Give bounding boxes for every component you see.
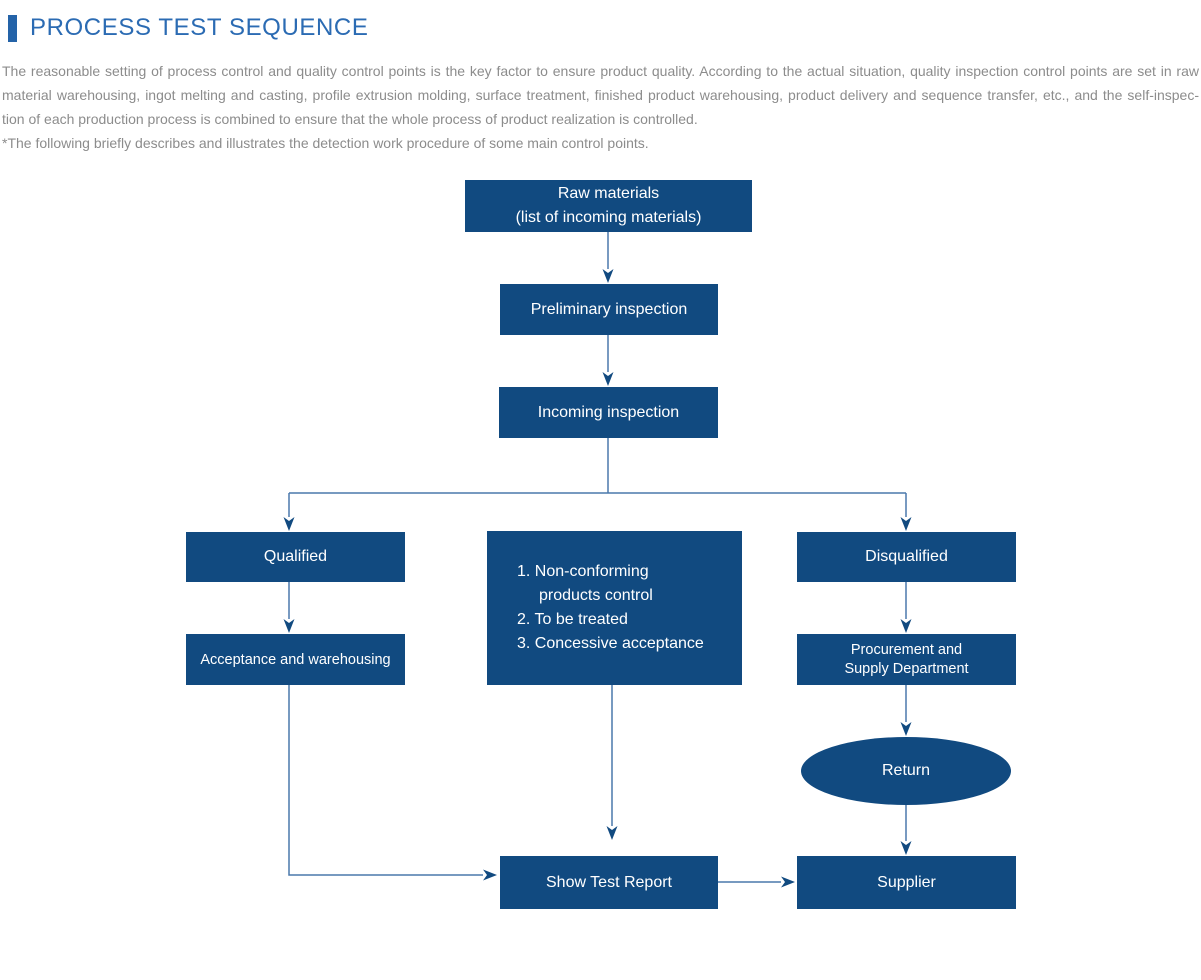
- node-show-test-report: [500, 856, 718, 909]
- intro-paragraph: [2, 59, 1199, 155]
- node-label: (list of incoming materials): [515, 209, 702, 226]
- connector-show-report-to-supplier: [718, 877, 795, 888]
- node-label: Incoming inspection: [537, 403, 680, 421]
- node-disqualified: [797, 532, 1016, 582]
- node-acceptance-warehousing: [186, 634, 405, 685]
- connector-disqualified-to-procurement: [901, 582, 912, 633]
- node-label: Procurement and: [850, 641, 963, 658]
- intro-line-1: The reasonable setting of process control and quality control points is the key factor to ensure product quality. According to the actual situation, quality inspection control points are set in raw: [2, 63, 1199, 79]
- connector-preliminary-to-incoming: [603, 335, 614, 386]
- connector-branch-to-disqualified: [901, 493, 912, 531]
- process-flowchart: [0, 170, 1201, 980]
- node-list-line: 1. Non-conforming: [517, 563, 649, 580]
- node-list-line: 2. To be treated: [517, 611, 628, 628]
- connector-raw-to-preliminary: [603, 232, 614, 283]
- node-nonconforming-control: [487, 531, 742, 685]
- intro-note: *The following briefly describes and illustrates the detection work procedure of some main control points.: [2, 135, 649, 151]
- connector-qualified-to-acceptance: [284, 582, 295, 633]
- node-preliminary-inspection: [500, 284, 718, 335]
- node-label: Show Test Report: [546, 873, 672, 891]
- connector-branch-to-qualified: [284, 493, 295, 531]
- node-supplier: [797, 856, 1016, 909]
- node-list-line: products control: [539, 587, 653, 604]
- connector-incoming-branch: [289, 438, 906, 493]
- node-list-line: 3. Concessive acceptance: [517, 635, 704, 652]
- intro-line-2: material warehousing, ingot melting and casting, profile extrusion molding, surface treatment, finished product warehousing, product delivery and sequence transfer, etc., and the self-inspec-: [2, 87, 1199, 103]
- node-return: [801, 737, 1011, 805]
- node-label: Disqualified: [865, 548, 948, 565]
- node-label: Supply Department: [844, 660, 969, 677]
- page-header: [0, 0, 1201, 42]
- connector-acceptance-to-show-report: [289, 685, 497, 881]
- node-label: Qualified: [263, 548, 328, 565]
- connector-return-to-supplier: [901, 805, 912, 855]
- node-qualified: [186, 532, 405, 582]
- node-label: Return: [881, 762, 931, 779]
- connector-nonconforming-to-show-report: [607, 685, 618, 840]
- node-label: Supplier: [877, 873, 936, 891]
- node-raw-materials: [465, 180, 752, 232]
- page-title: PROCESS TEST SEQUENCE: [30, 14, 369, 41]
- title-accent-bar: [8, 15, 17, 42]
- node-procurement-supply: [797, 634, 1016, 685]
- node-label: Raw materials: [557, 185, 660, 202]
- node-incoming-inspection: [499, 387, 718, 438]
- node-label: Preliminary inspection: [530, 300, 688, 318]
- intro-line-3: tion of each production process is combined to ensure that the whole process of product realization is controlled.: [2, 111, 698, 127]
- connector-procurement-to-return: [901, 685, 912, 736]
- node-label: Acceptance and warehousing: [200, 651, 391, 668]
